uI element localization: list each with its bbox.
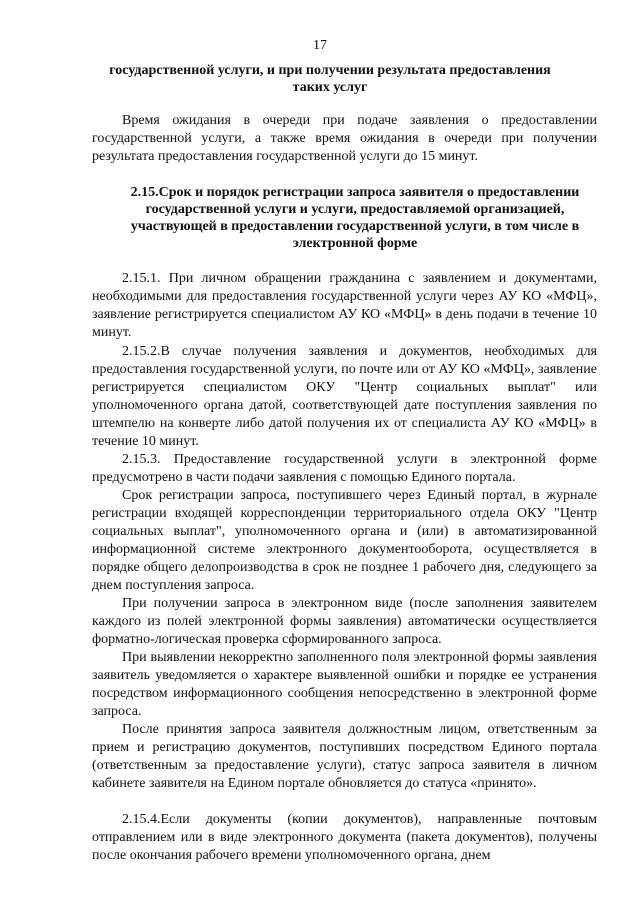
heading-continued: государственной услуги, и при получении результата предоставления таких услуг <box>109 63 551 95</box>
paragraph-2-15-1: 2.15.1. При личном обращении гражданина с заявлением и документами, необходимыми для предоставления государственной услуги через АУ КО «МФЦ», заявление регистрируется специалистом АУ КО «МФЦ» в день подачи в течение 10 минут. <box>92 271 597 340</box>
page-number: 17 <box>313 38 327 53</box>
paragraph-error-notice: При выявлении некорректно заполненного поля электронной формы заявления заявитель уведомляется о характере выявленной ошибки и порядке ее устранения посредством информационного сообщения непосредственно в электронной форме запроса. <box>92 650 597 719</box>
paragraph-2-15-3: 2.15.3. Предоставление государственной услуги в электронной форме предусмотрено в части подачи заявления с помощью Единого портала. <box>92 452 597 485</box>
paragraph-format-check: При получении запроса в электронном виде (после заполнения заявителем каждого из полей электронной формы заявления) автоматически осуществляется форматно-логическая проверка сформированного запроса. <box>92 596 597 647</box>
paragraph-2-15-4: 2.15.4.Если документы (копии документов), направленные почтовым отправлением или в виде электронного документа (пакета документов), получены после окончания рабочего времени уполномоченного органа, днем <box>92 812 597 863</box>
paragraph-status-update: После принятия запроса заявителя должностным лицом, ответственным за прием и регистрацию документов, поступивших посредством Единого портала (ответственным за предоставление услуги), статус запроса заявителя в личном кабинете заявителя на Едином портале обновляется до статуса «принято». <box>92 722 597 791</box>
paragraph-waiting-time: Время ожидания в очереди при подаче заявления о предоставлении государственной услуги, а также время ожидания в очереди при получении результата предоставления государственной услуги до 15 минут. <box>92 113 597 164</box>
paragraph-registration-term: Срок регистрации запроса, поступившего через Единый портал, в журнале регистрации входящей корреспонденции территориального отдела ОКУ "Центр социальных выплат", уполномоченного органа и (или) в автоматизированной информационной системе электронного документооборота, осуществляется в порядке общего делопроизводства в срок не позднее 1 рабочего дня, следующего за днем поступления запроса. <box>92 488 597 593</box>
paragraph-2-15-2: 2.15.2.В случае получения заявления и документов, необходимых для предоставления государственной услуги, по почте или от АУ КО «МФЦ», заявление регистрируется специалистом ОКУ "Центр социальных выплат" или уполномоченного органа датой, соответствующей дате поступления заявления по штемпелю на конверте либо датой получения их от специалиста АУ КО «МФЦ» в течение 10 минут. <box>92 344 597 449</box>
section-heading-2-15: 2.15.Срок и порядок регистрации запроса заявителя о предоставлении государственной услуги и услуги, предоставляемой организацией, участвующей в предоставлении государственной услуги, в том числе в электронной форме <box>130 185 580 251</box>
